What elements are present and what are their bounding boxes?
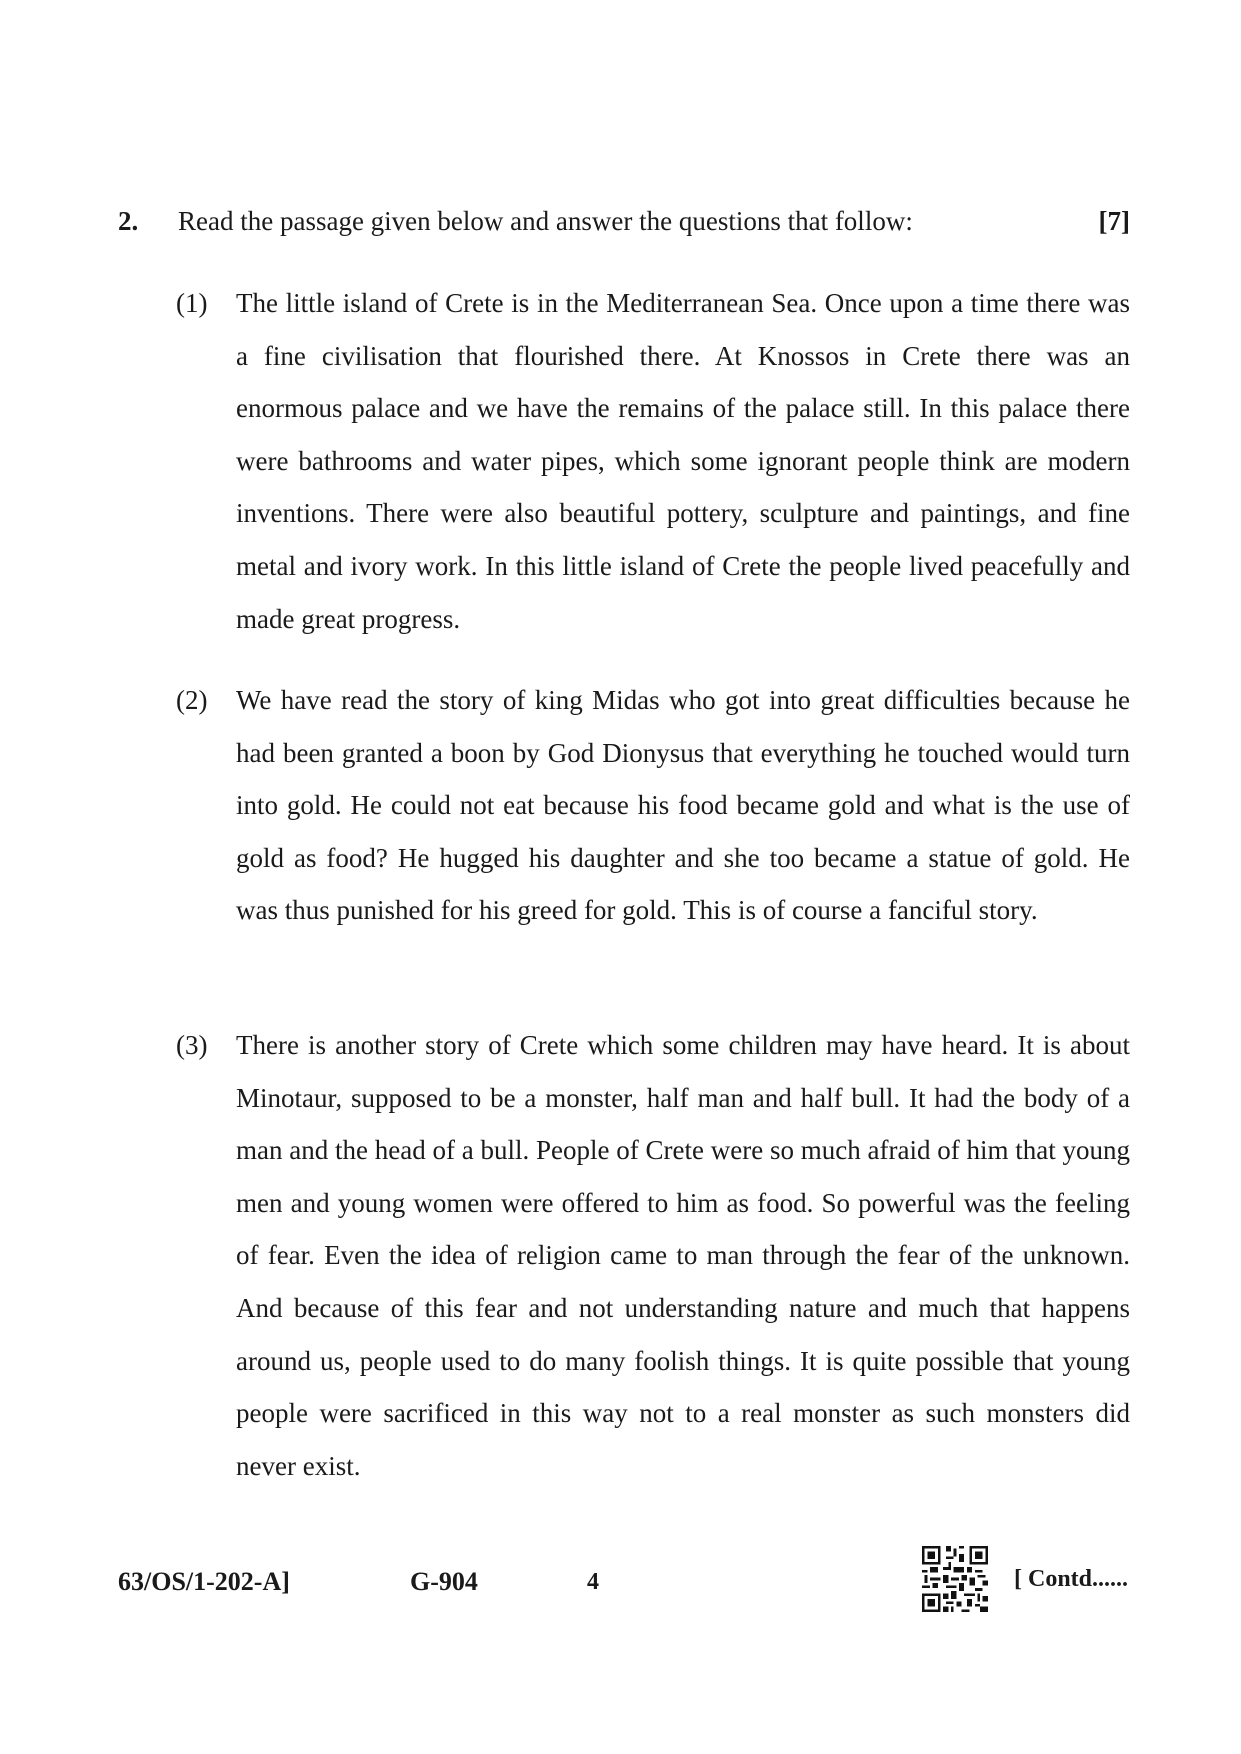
- question-marks: [7]: [1098, 206, 1130, 236]
- question-header: [118, 198, 1130, 244]
- page-number: 4: [587, 1569, 599, 1595]
- paragraph-label: (3): [176, 1030, 208, 1060]
- paper-code: 63/OS/1-202-A]: [118, 1567, 290, 1596]
- paragraph-text: We have read the story of king Midas who got into great difficulties because he had been granted a boon by God Dionysus that everything he touched would turn into gold. He could not eat because his food became gold and what is the use of gold as food? He hugged his daughter and she too became a statue of gold. He was thus punished for his greed for gold. This is of course a fanciful story.: [236, 685, 1130, 926]
- qr-code-icon: [922, 1546, 988, 1612]
- question-number: 2.: [118, 206, 139, 236]
- page-footer: [118, 1546, 1138, 1620]
- series-code: G-904: [410, 1567, 478, 1596]
- paragraph-text: There is another story of Crete which some children may have heard. It is about Minotaur, supposed to be a monster, half man and half bull. It had the body of a man and the head of a bull. People of Crete were so much afraid of him that young men and young women were offered to him as food. So powerful was the feeling of fear. Even the idea of religion came to man through the fear of the unknown. And because of this fear and not understanding nature and much that happens around us, people used to do many foolish things. It is quite possible that young people were sacrificed in this way not to a real monster as such monsters did never exist.: [236, 1030, 1130, 1481]
- paragraph-text: The little island of Crete is in the Mediterranean Sea. Once upon a time there was a fine civilisation that flourished there. At Knossos in Crete there was an enormous palace and we have the remains of the palace still. In this palace there were bathrooms and water pipes, which some ignorant people think are modern inventions. There were also beautiful pottery, sculpture and paintings, and fine metal and ivory work. In this little island of Crete the people lived peacefully and made great progress.: [236, 288, 1130, 634]
- paragraph-label: (2): [176, 685, 208, 715]
- paragraph-label: (1): [176, 288, 208, 318]
- continued-label: [ Contd......: [1014, 1566, 1129, 1592]
- question-instruction: Read the passage given below and answer the questions that follow:: [178, 206, 913, 236]
